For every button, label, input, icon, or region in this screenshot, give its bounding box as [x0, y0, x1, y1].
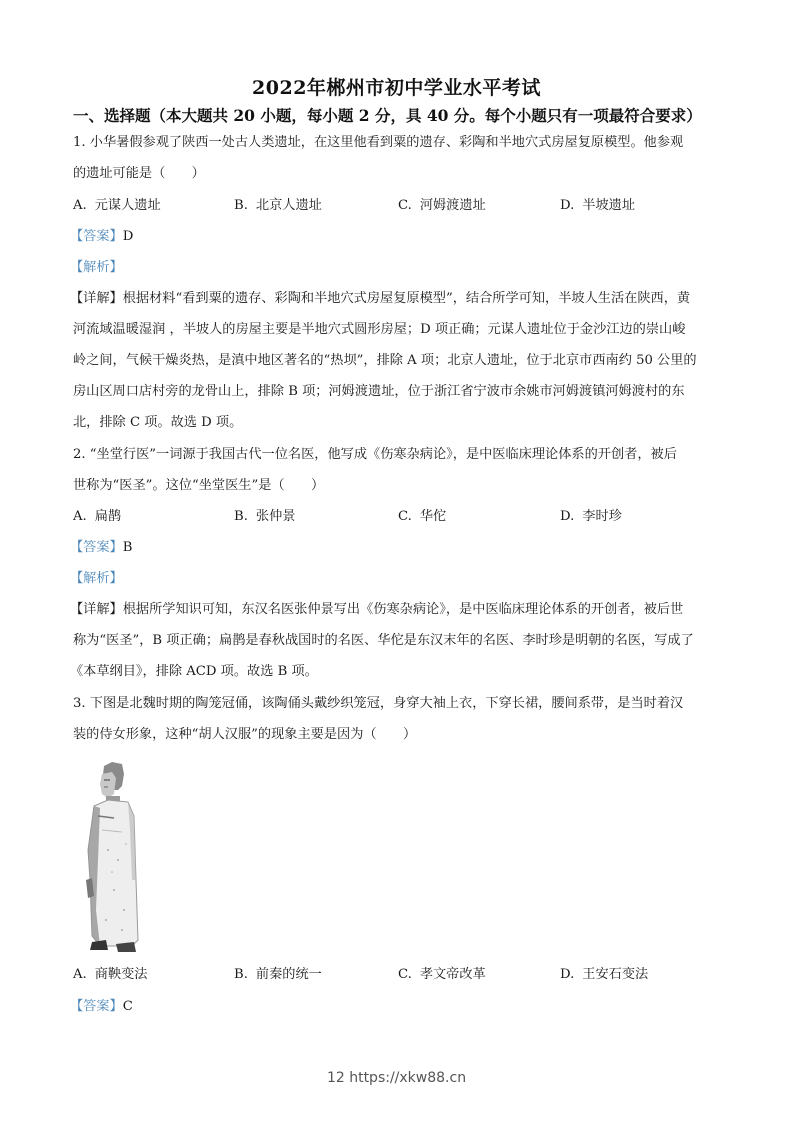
document-title: 2022年郴州市初中学业水平考试 [252, 77, 541, 99]
q1-analysis-label: 【解析】 [70, 260, 123, 275]
q2-answer [70, 539, 132, 557]
q2-detail-line-2: 称为“医圣”，B 项正确；扁鹊是春秋战国时的名医、华佗是东汉末年的名医、李时珍是明朝的名医，写成了 [73, 633, 694, 648]
detail-label: 【详解】 [70, 602, 123, 617]
q2-option-d: D. 李时珍 [560, 509, 622, 524]
q1-detail-line-4: 房山区周口店村旁的龙骨山上，排除 B 项；河姆渡遗址，位于浙江省宁波市余姚市河姆渡镇河姆渡村的东 [73, 384, 685, 399]
q1-option-a: A. 元谋人遗址 [73, 198, 161, 213]
page-footer: 12 https://xkw88.cn [326, 1070, 467, 1086]
q1-stem-line-1: 1. 小华暑假参观了陕西一处古人类遗址，在这里他看到粟的遗存、彩陶和半地穴式房屋复原模型。他参观 [73, 135, 684, 150]
q3-answer [70, 998, 133, 1016]
answer-label: 【答案】 [70, 540, 123, 555]
section-heading: 一、选择题（本大题共 20 小题，每小题 2 分，具 40 分。每个小题只有一项最符合要求） [73, 106, 702, 125]
q1-detail-line-3: 岭之间，气候干燥炎热，是滇中地区著名的“热坝”，排除 A 项；北京人遗址，位于北京市西南约 50 公里的 [73, 353, 697, 368]
answer-value: B [122, 540, 133, 555]
q2-detail-line-3: 《本草纲目》，排除 ACD 项。故选 B 项。 [70, 664, 318, 679]
q1-option-b: B. 北京人遗址 [234, 198, 322, 213]
q1-detail-line-1: 【详解】根据材料“看到粟的遗存、彩陶和半地穴式房屋复原模型”，结合所学可知，半坡人生活在陕西，黄 [70, 291, 691, 306]
answer-value: D [122, 229, 134, 244]
q3-stem-line-2: 装的侍女形象，这种“胡人汉服”的现象主要是因为（ ） [73, 727, 417, 742]
detail-label: 【详解】 [70, 291, 123, 306]
q1-answer [70, 228, 133, 246]
answer-value: C [122, 999, 133, 1014]
q1-option-d: D. 半坡遗址 [560, 198, 636, 213]
answer-label: 【答案】 [70, 229, 123, 244]
q3-option-d: D. 王安石变法 [560, 967, 649, 982]
q2-option-a: A. 扁鹊 [73, 509, 122, 524]
q1-option-c: C. 河姆渡遗址 [398, 198, 486, 213]
q1-stem-line-2: 的遗址可能是（ ） [73, 166, 205, 181]
answer-label: 【答案】 [70, 999, 123, 1014]
q3-option-c: C. 孝文帝改革 [398, 967, 486, 982]
q2-stem-line-2: 世称为“医圣”。这位“坐堂医生”是（ ） [73, 478, 325, 493]
q1-detail-line-2: 河流域温暖湿润 ，半坡人的房屋主要是半地穴式圆形房屋；D 项正确；元谋人遗址位于金沙江边的崇山峻 [73, 322, 686, 337]
q3-option-a: A. 商鞅变法 [73, 967, 148, 982]
q3-stem-line-1: 3. 下图是北魏时期的陶笼冠俑，该陶俑头戴纱织笼冠，身穿大袖上衣，下穿长裙，腰间系带，是当时着汉 [73, 696, 684, 711]
q2-option-b: B. 张仲景 [234, 509, 296, 524]
q1-options [73, 197, 733, 215]
q2-option-c: C. 华佗 [398, 509, 447, 524]
q3-options [73, 966, 733, 984]
q2-stem-line-1: 2. “坐堂行医”一词源于我国古代一位名医，他写成《伤寒杂病论》，是中医临床理论体系的开创者，被后 [73, 447, 677, 462]
q2-analysis-label: 【解析】 [70, 571, 123, 586]
q1-detail-line-5: 北，排除 C 项。故选 D 项。 [73, 415, 243, 430]
pottery-figurine-image [78, 760, 150, 955]
q2-detail-line-1: 【详解】根据所学知识可知，东汉名医张仲景写出《伤寒杂病论》，是中医临床理论体系的开创者，被后世 [70, 602, 684, 617]
q2-options [73, 508, 733, 526]
q3-option-b: B. 前秦的统一 [234, 967, 322, 982]
